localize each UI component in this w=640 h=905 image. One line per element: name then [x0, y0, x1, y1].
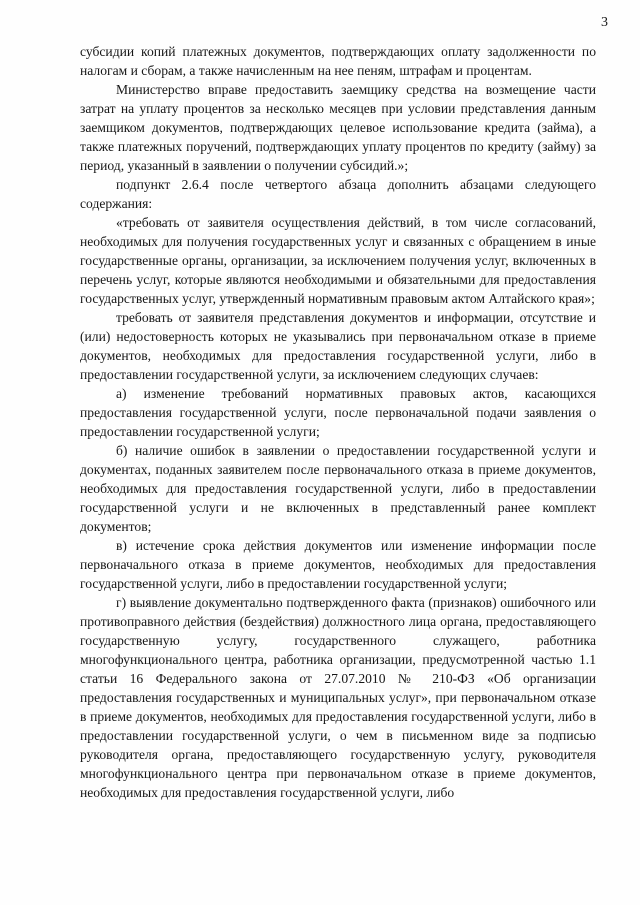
list-item-b: б) наличие ошибок в заявлении о предоставлении государственной услуги и документах, поданных заявителем после первоначального отказа в приеме документов, необходимых для предоставления государственной услуги, либо в предоставлении государственной услуги и не включенных в представленный ранее комплект документов;	[80, 443, 596, 534]
paragraph-require-documents: требовать от заявителя представления документов и информации, отсутствие и (или) недостоверность которых не указывались при первоначальном отказе в приеме документов, необходимых для предоставления государственной услуги, либо в предоставлении государственной услуги, за исключением следующих случаев:	[80, 310, 596, 382]
paragraph-continuation: субсидии копий платежных документов, подтверждающих оплату задолженности по налогам и сборам, а также начисленным на нее пеням, штрафам и процентам.	[80, 44, 596, 78]
paragraph-subclause-2-6-4: подпункт 2.6.4 после четвертого абзаца дополнить абзацами следующего содержания:	[80, 177, 596, 211]
list-item-v: в) истечение срока действия документов или изменение информации после первоначального отказа в приеме документов, необходимых для предоставления государственной услуги, либо в предоставлении государственной услуги;	[80, 538, 596, 591]
page-number: 3	[601, 15, 608, 30]
document-body	[80, 42, 596, 802]
paragraph-ministry-right: Министерство вправе предоставить заемщику средства на возмещение части затрат на уплату процентов за несколько месяцев при условии представления данным заемщиком документов, подтверждающих целевое использование кредита (займа), а также платежных поручений, подтверждающих уплату процентов по кредиту (займу) за период, указанный в заявлении о получении субсидий.»;	[80, 82, 596, 173]
list-item-a: а) изменение требований нормативных правовых актов, касающихся предоставления государственной услуги, после первоначальной подачи заявления о предоставлении государственной услуги;	[80, 386, 596, 439]
paragraph-require-actions: «требовать от заявителя осуществления действий, в том числе согласований, необходимых для получения государственных услуг и связанных с обращением в иные государственные органы, организации, за исключением получения услуг, включенных в перечень услуг, которые являются необходимыми и обязательными для предоставления государственных услуг, утвержденный нормативным правовым актом Алтайского края»;	[80, 215, 596, 306]
list-item-g: г) выявление документально подтвержденного факта (признаков) ошибочного или противоправного действия (бездействия) должностного лица органа, предоставляющего государственную услугу, государственного служащего, работника многофункционального центра, работника организации, предусмотренной частью 1.1 статьи 16 Федерального закона от 27.07.2010 № 210-ФЗ «Об организации предоставления государственных и муниципальных услуг», при первоначальном отказе в приеме документов, необходимых для предоставления государственной услуги, либо в предоставлении государственной услуги, о чем в письменном виде за подписью руководителя органа, предоставляющего государственную услугу, руководителя многофункционального центра при первоначальном отказе в приеме документов, необходимых для предоставления государственной услуги, либо	[80, 595, 596, 800]
